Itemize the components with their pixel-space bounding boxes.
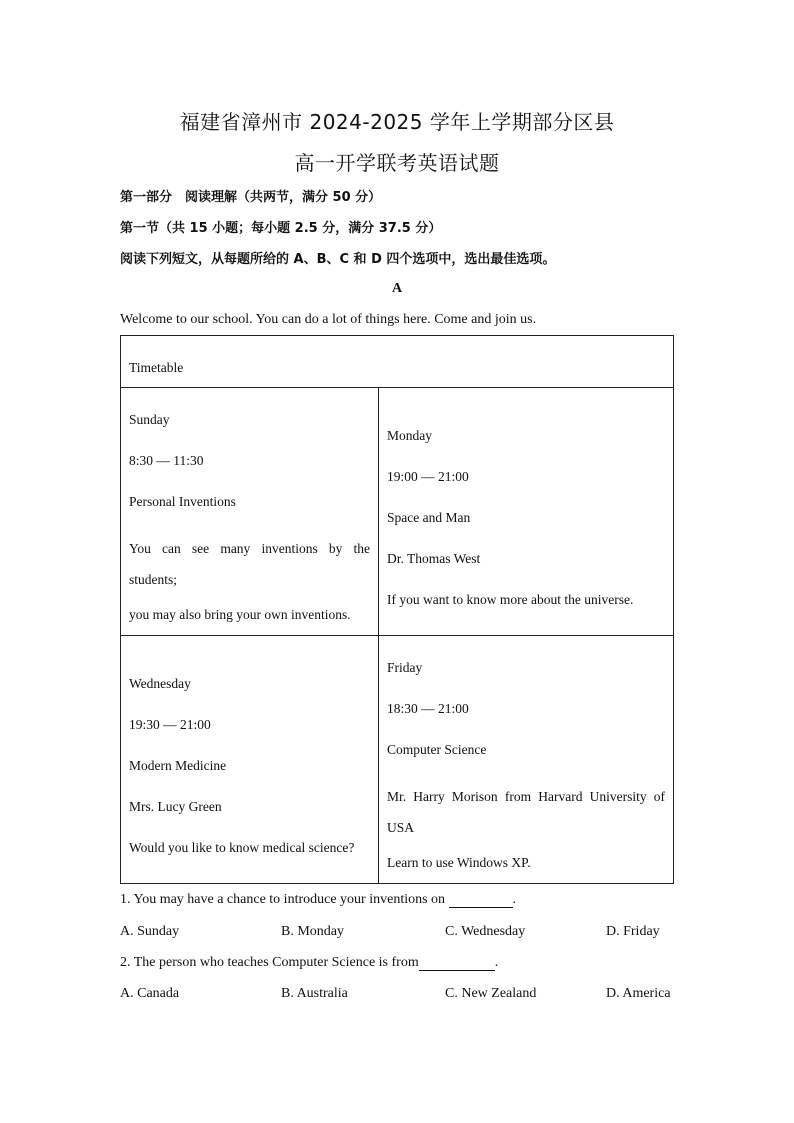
question-2-stem: 2. The person who teaches Computer Science is from (120, 955, 419, 970)
question-2-end: . (494, 955, 499, 970)
sunday-desc2: you may also bring your own inventions. (129, 607, 351, 622)
sunday-desc1: You can see many inventions by the students; (129, 541, 370, 587)
exam-title-line1: 福建省漳州市 2024-2025 学年上学期部分区县 (179, 110, 615, 134)
sunday-cell (121, 388, 379, 636)
timetable-title: Timetable (129, 360, 184, 375)
sunday-day: Sunday (129, 412, 170, 427)
sunday-topic: Personal Inventions (129, 494, 236, 509)
wednesday-topic: Modern Medicine (129, 758, 227, 773)
question-2-option-c[interactable]: C. New Zealand (445, 986, 537, 1001)
wednesday-cell (121, 636, 379, 884)
question-1-option-d[interactable]: D. Friday (606, 924, 660, 939)
question-2-blank (419, 956, 495, 971)
question-1-blank (449, 893, 513, 908)
sunday-time: 8:30 — 11:30 (129, 453, 204, 468)
monday-time: 19:00 — 21:00 (387, 469, 469, 484)
monday-day: Monday (387, 428, 432, 443)
question-2 (120, 955, 498, 971)
passage-intro: Welcome to our school. You can do a lot of things here. Come and join us. (120, 312, 537, 327)
question-1-end: . (512, 892, 517, 907)
friday-cell (379, 636, 674, 884)
section-heading: 第一节（共 15 小题；每小题 2.5 分，满分 37.5 分） (120, 221, 442, 236)
friday-desc: Learn to use Windows XP. (387, 855, 531, 870)
question-2-option-d[interactable]: D. America (606, 986, 671, 1001)
wednesday-desc: Would you like to know medical science? (129, 840, 355, 855)
friday-time: 18:30 — 21:00 (387, 701, 469, 716)
timetable-header-cell (121, 336, 674, 388)
directions-text: 阅读下列短文，从每题所给的 A、B、C 和 D 四个选项中，选出最佳选项。 (120, 252, 556, 267)
question-1-option-a[interactable]: A. Sunday (120, 924, 180, 939)
monday-teacher: Dr. Thomas West (387, 551, 481, 566)
monday-desc: If you want to know more about the universe. (387, 592, 634, 607)
question-1 (120, 892, 516, 908)
monday-cell (379, 388, 674, 636)
timetable (120, 335, 674, 884)
friday-day: Friday (387, 660, 423, 675)
monday-topic: Space and Man (387, 510, 471, 525)
question-2-option-a[interactable]: A. Canada (120, 986, 180, 1001)
friday-topic: Computer Science (387, 742, 487, 757)
question-1-stem: 1. You may have a chance to introduce your inventions on (120, 892, 446, 907)
part-heading: 第一部分 阅读理解（共两节，满分 50 分） (120, 190, 382, 205)
wednesday-teacher: Mrs. Lucy Green (129, 799, 222, 814)
passage-label: A (391, 281, 403, 296)
exam-title-line2: 高一开学联考英语试题 (294, 151, 500, 175)
wednesday-time: 19:30 — 21:00 (129, 717, 211, 732)
question-2-option-b[interactable]: B. Australia (281, 986, 348, 1001)
question-1-option-b[interactable]: B. Monday (281, 924, 344, 939)
question-1-option-c[interactable]: C. Wednesday (445, 924, 526, 939)
wednesday-day: Wednesday (129, 676, 191, 691)
friday-teacher: Mr. Harry Morison from Harvard University of USA (387, 789, 665, 835)
